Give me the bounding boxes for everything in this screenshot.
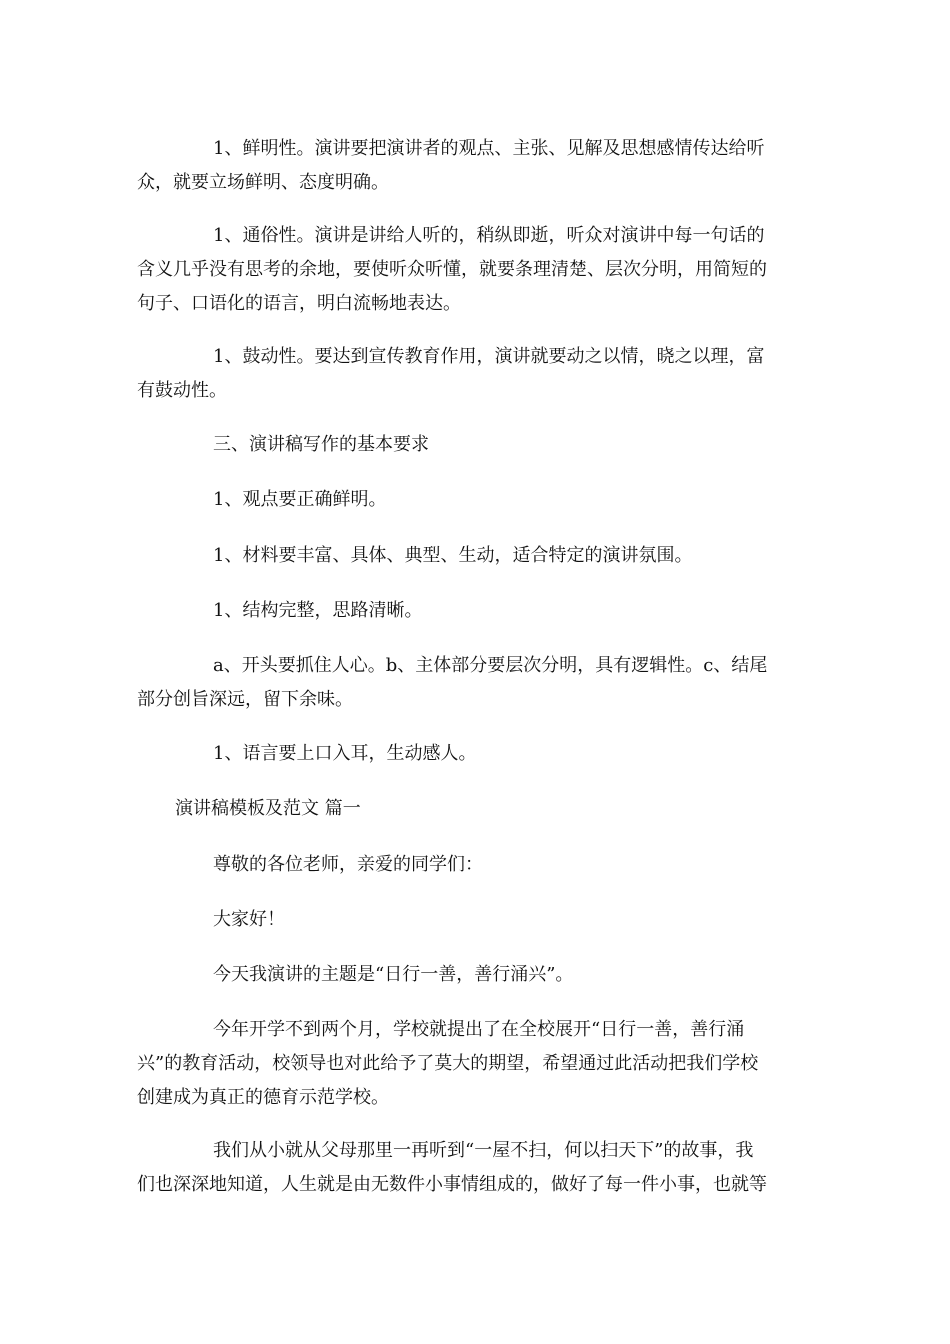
text-line: 1、观点要正确鲜明。 — [213, 489, 387, 510]
paragraph-popularity — [137, 219, 809, 321]
text-line: 大家好！ — [213, 909, 285, 930]
text-line: 兴”的教育活动，校领导也对此给予了莫大的期望，希望通过此活动把我们学校 — [137, 1053, 759, 1074]
paragraph-distinctiveness — [137, 132, 809, 200]
text-line: 创建成为真正的德育示范学校。 — [137, 1087, 389, 1108]
text-line: 今年开学不到两个月，学校就提出了在全校展开“日行一善，善行涌 — [213, 1019, 745, 1040]
requirement-item — [137, 737, 809, 771]
text-line: 三、演讲稿写作的基本要求 — [213, 434, 429, 455]
article-title — [175, 792, 847, 826]
text-line: 1、鲜明性。演讲要把演讲者的观点、主张、见解及思想感情传达给听 — [213, 138, 765, 159]
requirement-item — [137, 594, 809, 628]
text-line: 1、语言要上口入耳，生动感人。 — [213, 743, 477, 764]
body-paragraph — [137, 1013, 809, 1115]
text-line: 们也深深地知道，人生就是由无数件小事情组成的，做好了每一件小事，也就等 — [137, 1174, 767, 1195]
text-line: 有鼓动性。 — [137, 380, 227, 401]
text-line: 我们从小就从父母那里一再听到“一屋不扫，何以扫天下”的故事，我 — [213, 1140, 754, 1161]
text-line: 部分创旨深远，留下余味。 — [137, 689, 353, 710]
text-line: 演讲稿模板及范文 篇一 — [175, 798, 361, 819]
text-line: 众，就要立场鲜明、态度明确。 — [137, 172, 389, 193]
text-line: a、开头要抓住人心。b、主体部分要层次分明，具有逻辑性。c、结尾 — [213, 655, 768, 676]
text-line: 今天我演讲的主题是“日行一善，善行涌兴”。 — [213, 964, 574, 985]
text-line: 尊敬的各位老师，亲爱的同学们： — [213, 854, 483, 875]
greeting — [137, 848, 809, 882]
text-line: 句子、口语化的语言，明白流畅地表达。 — [137, 293, 461, 314]
topic-statement — [137, 958, 809, 992]
text-line: 含义几乎没有思考的余地，要使听众听懂，就要条理清楚、层次分明，用简短的 — [137, 259, 767, 280]
salutation — [137, 903, 809, 937]
text-line: 1、鼓动性。要达到宣传教育作用，演讲就要动之以情，晓之以理，富 — [213, 346, 765, 367]
body-paragraph — [137, 1134, 809, 1202]
paragraph-inspiration — [137, 340, 809, 408]
text-line: 1、结构完整，思路清晰。 — [213, 600, 423, 621]
requirement-item — [137, 539, 809, 573]
requirement-item — [137, 483, 809, 517]
text-line: 1、通俗性。演讲是讲给人听的，稍纵即逝，听众对演讲中每一句话的 — [213, 225, 765, 246]
section-heading — [137, 428, 809, 462]
text-line: 1、材料要丰富、具体、典型、生动，适合特定的演讲氛围。 — [213, 545, 693, 566]
structure-subitems — [137, 649, 809, 717]
